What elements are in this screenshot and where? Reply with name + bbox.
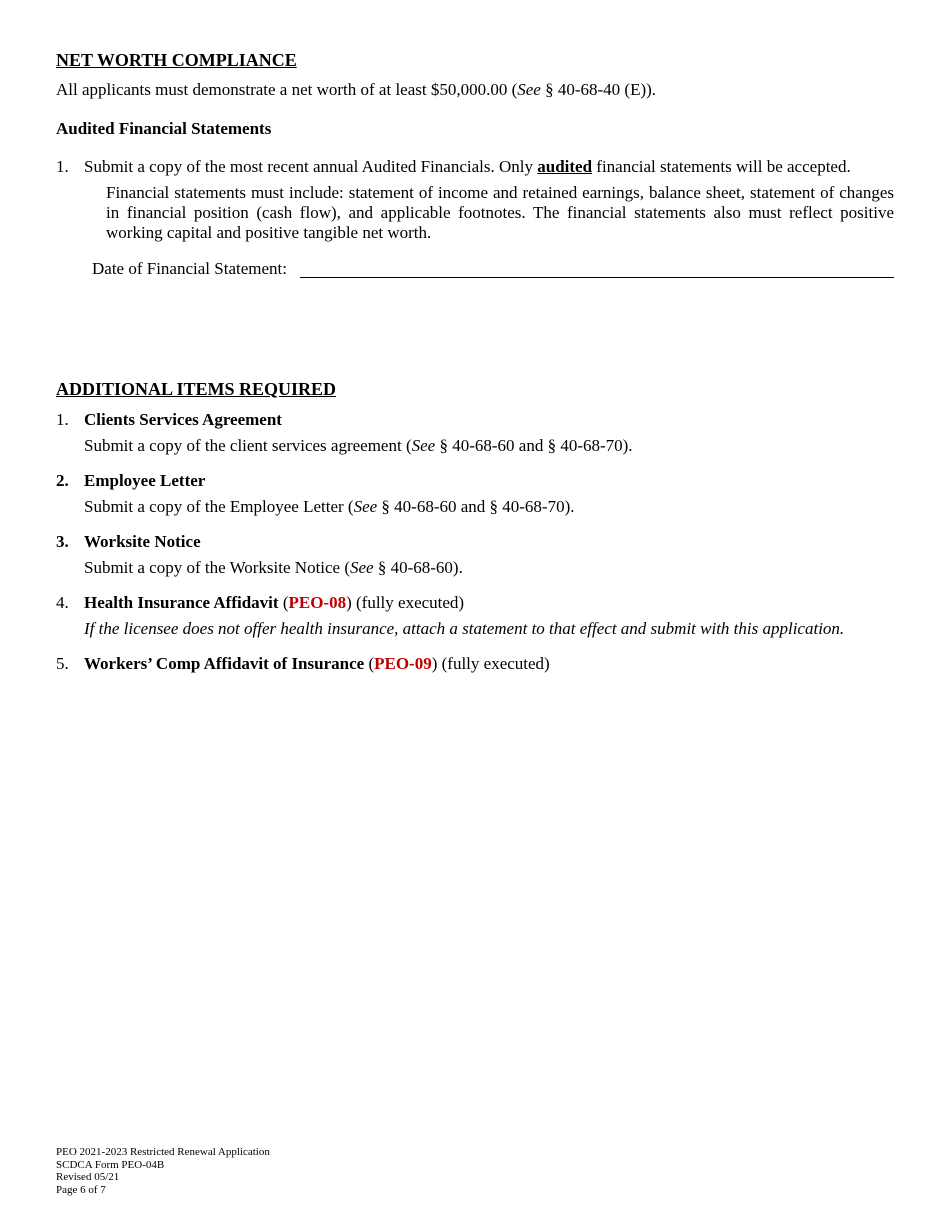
health-insurance-affidavit-line: Health Insurance Affidavit (PEO-08) (fully executed) [84,593,465,612]
item-number: 2. [56,471,69,490]
form-code-peo-08: PEO-08 [288,593,347,612]
audited-item-text: Submit a copy of the most recent annual Audited Financials. Only audited financial statements will be accepted. [84,157,851,176]
employee-letter-desc: Submit a copy of the Employee Letter (See § 40-68-60 and § 40-68-70). [84,497,575,516]
health-insurance-note: If the licensee does not offer health insurance, attach a statement to that effect and submit with this application. [84,619,845,638]
workers-comp-affidavit-line: Workers’ Comp Affidavit of Insurance (PEO-09) (fully executed) [84,654,550,673]
form-code-peo-09: PEO-09 [374,654,432,673]
employee-letter-title: Employee Letter [84,471,206,490]
footer-page-number: Page 6 of 7 [56,1183,106,1196]
clients-services-agreement-desc: Submit a copy of the client services agreement (See § 40-68-60 and § 40-68-70). [84,436,633,455]
item-number: 5. [56,654,69,673]
footer-application-name: PEO 2021-2023 Restricted Renewal Application [56,1146,270,1158]
audited-subheading: Audited Financial Statements [56,119,272,138]
financial-statements-detail: Financial statements must include: statement of income and retained earnings, balance sheet, statement of changes in financial position (cash flow), and applicable footnotes. The financial statements also must reflect positive working capital and positive tangible net worth. [106,183,894,242]
health-insurance-affidavit-title: Health Insurance Affidavit [84,593,279,612]
item-number: 1. [56,157,69,176]
clients-services-agreement-title: Clients Services Agreement [84,410,282,429]
net-worth-intro: All applicants must demonstrate a net worth of at least $50,000.00 (See § 40-68-40 (E)). [56,80,657,99]
page-footer [56,1146,270,1196]
item-number: 3. [56,532,69,551]
item-number: 4. [56,593,69,612]
footer-revision: Revised 05/21 [56,1171,120,1183]
date-label: Date of Financial Statement: [92,259,287,278]
item-number: 1. [56,410,69,429]
additional-items-title: ADDITIONAL ITEMS REQUIRED [56,379,337,399]
footer-form-number: SCDCA Form PEO-04B [56,1158,165,1171]
worksite-notice-desc: Submit a copy of the Worksite Notice (See § 40-68-60). [84,558,463,577]
worksite-notice-title: Worksite Notice [84,532,201,551]
date-of-financial-statement-field[interactable] [300,258,894,278]
net-worth-title: NET WORTH COMPLIANCE [56,50,297,70]
workers-comp-affidavit-title: Workers’ Comp Affidavit of Insurance [84,654,365,673]
